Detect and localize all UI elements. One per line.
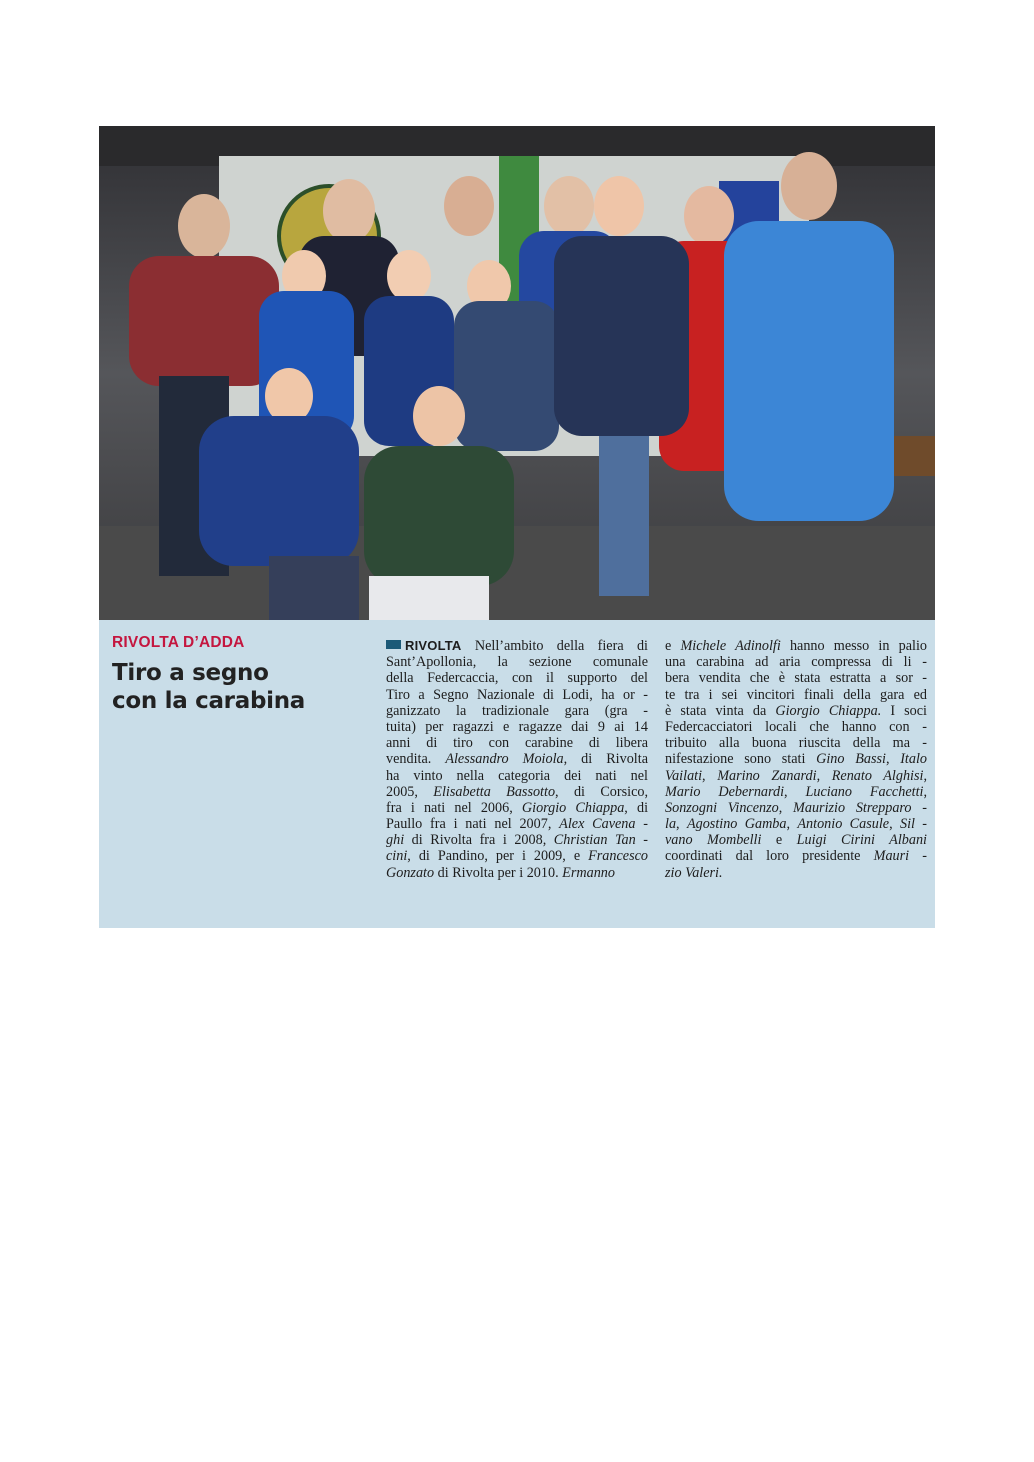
article-text: Nell’ambito della fiera di — [461, 638, 648, 654]
article-name-text: Sonzogni Vincenzo — [665, 799, 779, 816]
article-line — [665, 751, 927, 767]
article-line — [665, 832, 927, 848]
article-text: ganizzato la tradizionale gara (gra - — [386, 702, 648, 719]
article-line — [665, 800, 927, 816]
article-name-text: Maurizio Strepparo - — [793, 799, 928, 816]
article-text: , — [702, 767, 718, 784]
headline-line: Tiro a segno — [112, 660, 269, 686]
article-kicker: RIVOLTA D’ADDA — [112, 634, 245, 651]
article-text: Tiro a Segno Nazionale di Lodi, ha or - — [386, 686, 648, 703]
group-photo — [99, 126, 935, 620]
article-text: Paullo fra i nati nel 2007, — [386, 816, 560, 833]
article-line — [665, 848, 927, 864]
article-line — [386, 784, 648, 800]
article-name-text: ghi — [386, 832, 405, 849]
article-text: , — [885, 751, 901, 768]
article-line — [386, 800, 648, 816]
article-text: , — [676, 816, 687, 833]
article-line — [665, 638, 927, 654]
article-text: anni di tiro con carabine di libera — [386, 735, 648, 752]
article-line — [665, 703, 927, 719]
article-name-text: Antonio Casule — [797, 816, 890, 833]
article-name-text: vano Mombelli — [665, 832, 762, 849]
article-text: , — [784, 783, 806, 800]
article-line — [665, 768, 927, 784]
article-text: , — [923, 783, 927, 800]
article-text: di Rivolta fra i 2008, — [404, 832, 554, 849]
article-line — [386, 832, 648, 848]
group-photo-icon — [99, 126, 935, 620]
article-line — [665, 687, 927, 703]
article-line — [386, 670, 648, 686]
article-text: ha vinto nella categoria dei nati nel — [386, 767, 648, 784]
article-text: bera vendita che è stata estratta a sor - — [665, 670, 927, 687]
article-text: tribuito alla buona riuscita della ma - — [665, 735, 927, 752]
article-text: di Rivolta per i 2010. — [434, 864, 563, 881]
article-name-text: Ermanno — [562, 864, 615, 881]
article-line — [386, 735, 648, 751]
article-text: e — [761, 832, 797, 849]
article-line — [665, 670, 927, 686]
article-line — [665, 654, 927, 670]
article-text: , — [816, 767, 832, 784]
article-name-text: cini — [386, 848, 408, 865]
article-line — [665, 719, 927, 735]
article-text: nifestazione sono stati — [665, 751, 817, 768]
article-line — [386, 654, 648, 670]
article-text: 2005, — [386, 783, 434, 800]
article-line — [386, 848, 648, 864]
article-name-text: zio Valeri. — [665, 864, 723, 881]
article-column-1 — [386, 638, 648, 881]
article-name-text: Luciano Facchetti — [805, 783, 924, 800]
article-name-text: Italo — [900, 751, 927, 768]
article-text: della Federcaccia, con il supporto del — [386, 670, 648, 687]
article-name-text: Renato Alghisi — [831, 767, 924, 784]
article-name-text: Vailati — [665, 767, 703, 784]
article-name-text: Alessandro Moiola — [445, 751, 564, 768]
article-name-text: Marino Zanardi — [717, 767, 817, 784]
article-text: vendita. — [386, 751, 446, 768]
article-column-2 — [665, 638, 927, 881]
article-text: e — [665, 638, 681, 654]
article-line — [665, 784, 927, 800]
article-line — [386, 751, 648, 767]
article-text: fra i nati nel 2006, — [386, 799, 522, 816]
article-text: , — [778, 799, 794, 816]
article-text: hanno messo in palio — [780, 638, 927, 654]
article-line — [386, 719, 648, 735]
article-line — [386, 687, 648, 703]
article-text: , di Pandino, per i 2009, e — [407, 848, 589, 865]
article-name-text: Luigi Cirini Albani — [796, 832, 927, 849]
headline-line: con la carabina — [112, 688, 305, 714]
article-line — [386, 865, 648, 881]
article-text: , di — [624, 799, 649, 816]
article-name-text: Mauri - — [873, 848, 927, 865]
article-name-text: Michele Adinolfi — [680, 638, 781, 654]
article-text: , — [923, 767, 928, 784]
article-name-text: Sil - — [899, 816, 928, 833]
article-text: una carabina ad aria compressa di li - — [665, 654, 927, 671]
article-line — [665, 735, 927, 751]
article-name-text: Mario Debernardi — [665, 783, 785, 800]
lead-place: RIVOLTA — [405, 638, 462, 653]
article-line — [386, 768, 648, 784]
article-text: te tra i sei vincitori finali della gara ed — [665, 686, 927, 703]
article-line — [665, 816, 927, 832]
article-text: , — [889, 816, 900, 833]
article-name-text: Gonzato — [386, 864, 435, 881]
article-name-text: Gino Bassi — [816, 751, 886, 768]
article-text: , — [786, 816, 798, 833]
article-name-text: Francesco — [588, 848, 648, 865]
article-text: I soci — [881, 702, 927, 719]
lead-square-icon — [386, 640, 401, 649]
article-text: Sant’Apollonia, la sezione comunale — [386, 654, 648, 671]
article-name-text: Giorgio Chiappa. — [775, 702, 882, 719]
article-line — [386, 816, 648, 832]
article-headline — [112, 659, 342, 715]
article-name-text: Elisabetta Bassotto — [433, 783, 556, 800]
article-name-text: Giorgio Chiappa — [521, 799, 625, 816]
article-text: tuita) per ragazzi e ragazze dai 9 ai 14 — [386, 718, 648, 735]
article-text: Federcacciatori locali che hanno con - — [665, 718, 927, 735]
article-name-text: la — [665, 816, 677, 833]
article-text: è stata vinta da — [665, 702, 776, 719]
article-line — [386, 638, 648, 654]
article-name-text: Agostino Gamba — [686, 816, 787, 833]
article-text: coordinati dal loro presidente — [665, 848, 874, 865]
article-text: , di Corsico, — [555, 783, 649, 800]
article-text: , di Rivolta — [563, 751, 648, 768]
article-name-text: Alex Cavena - — [559, 816, 648, 833]
article-name-text: Christian Tan - — [553, 832, 648, 849]
article-line — [386, 703, 648, 719]
article-line — [665, 865, 927, 881]
